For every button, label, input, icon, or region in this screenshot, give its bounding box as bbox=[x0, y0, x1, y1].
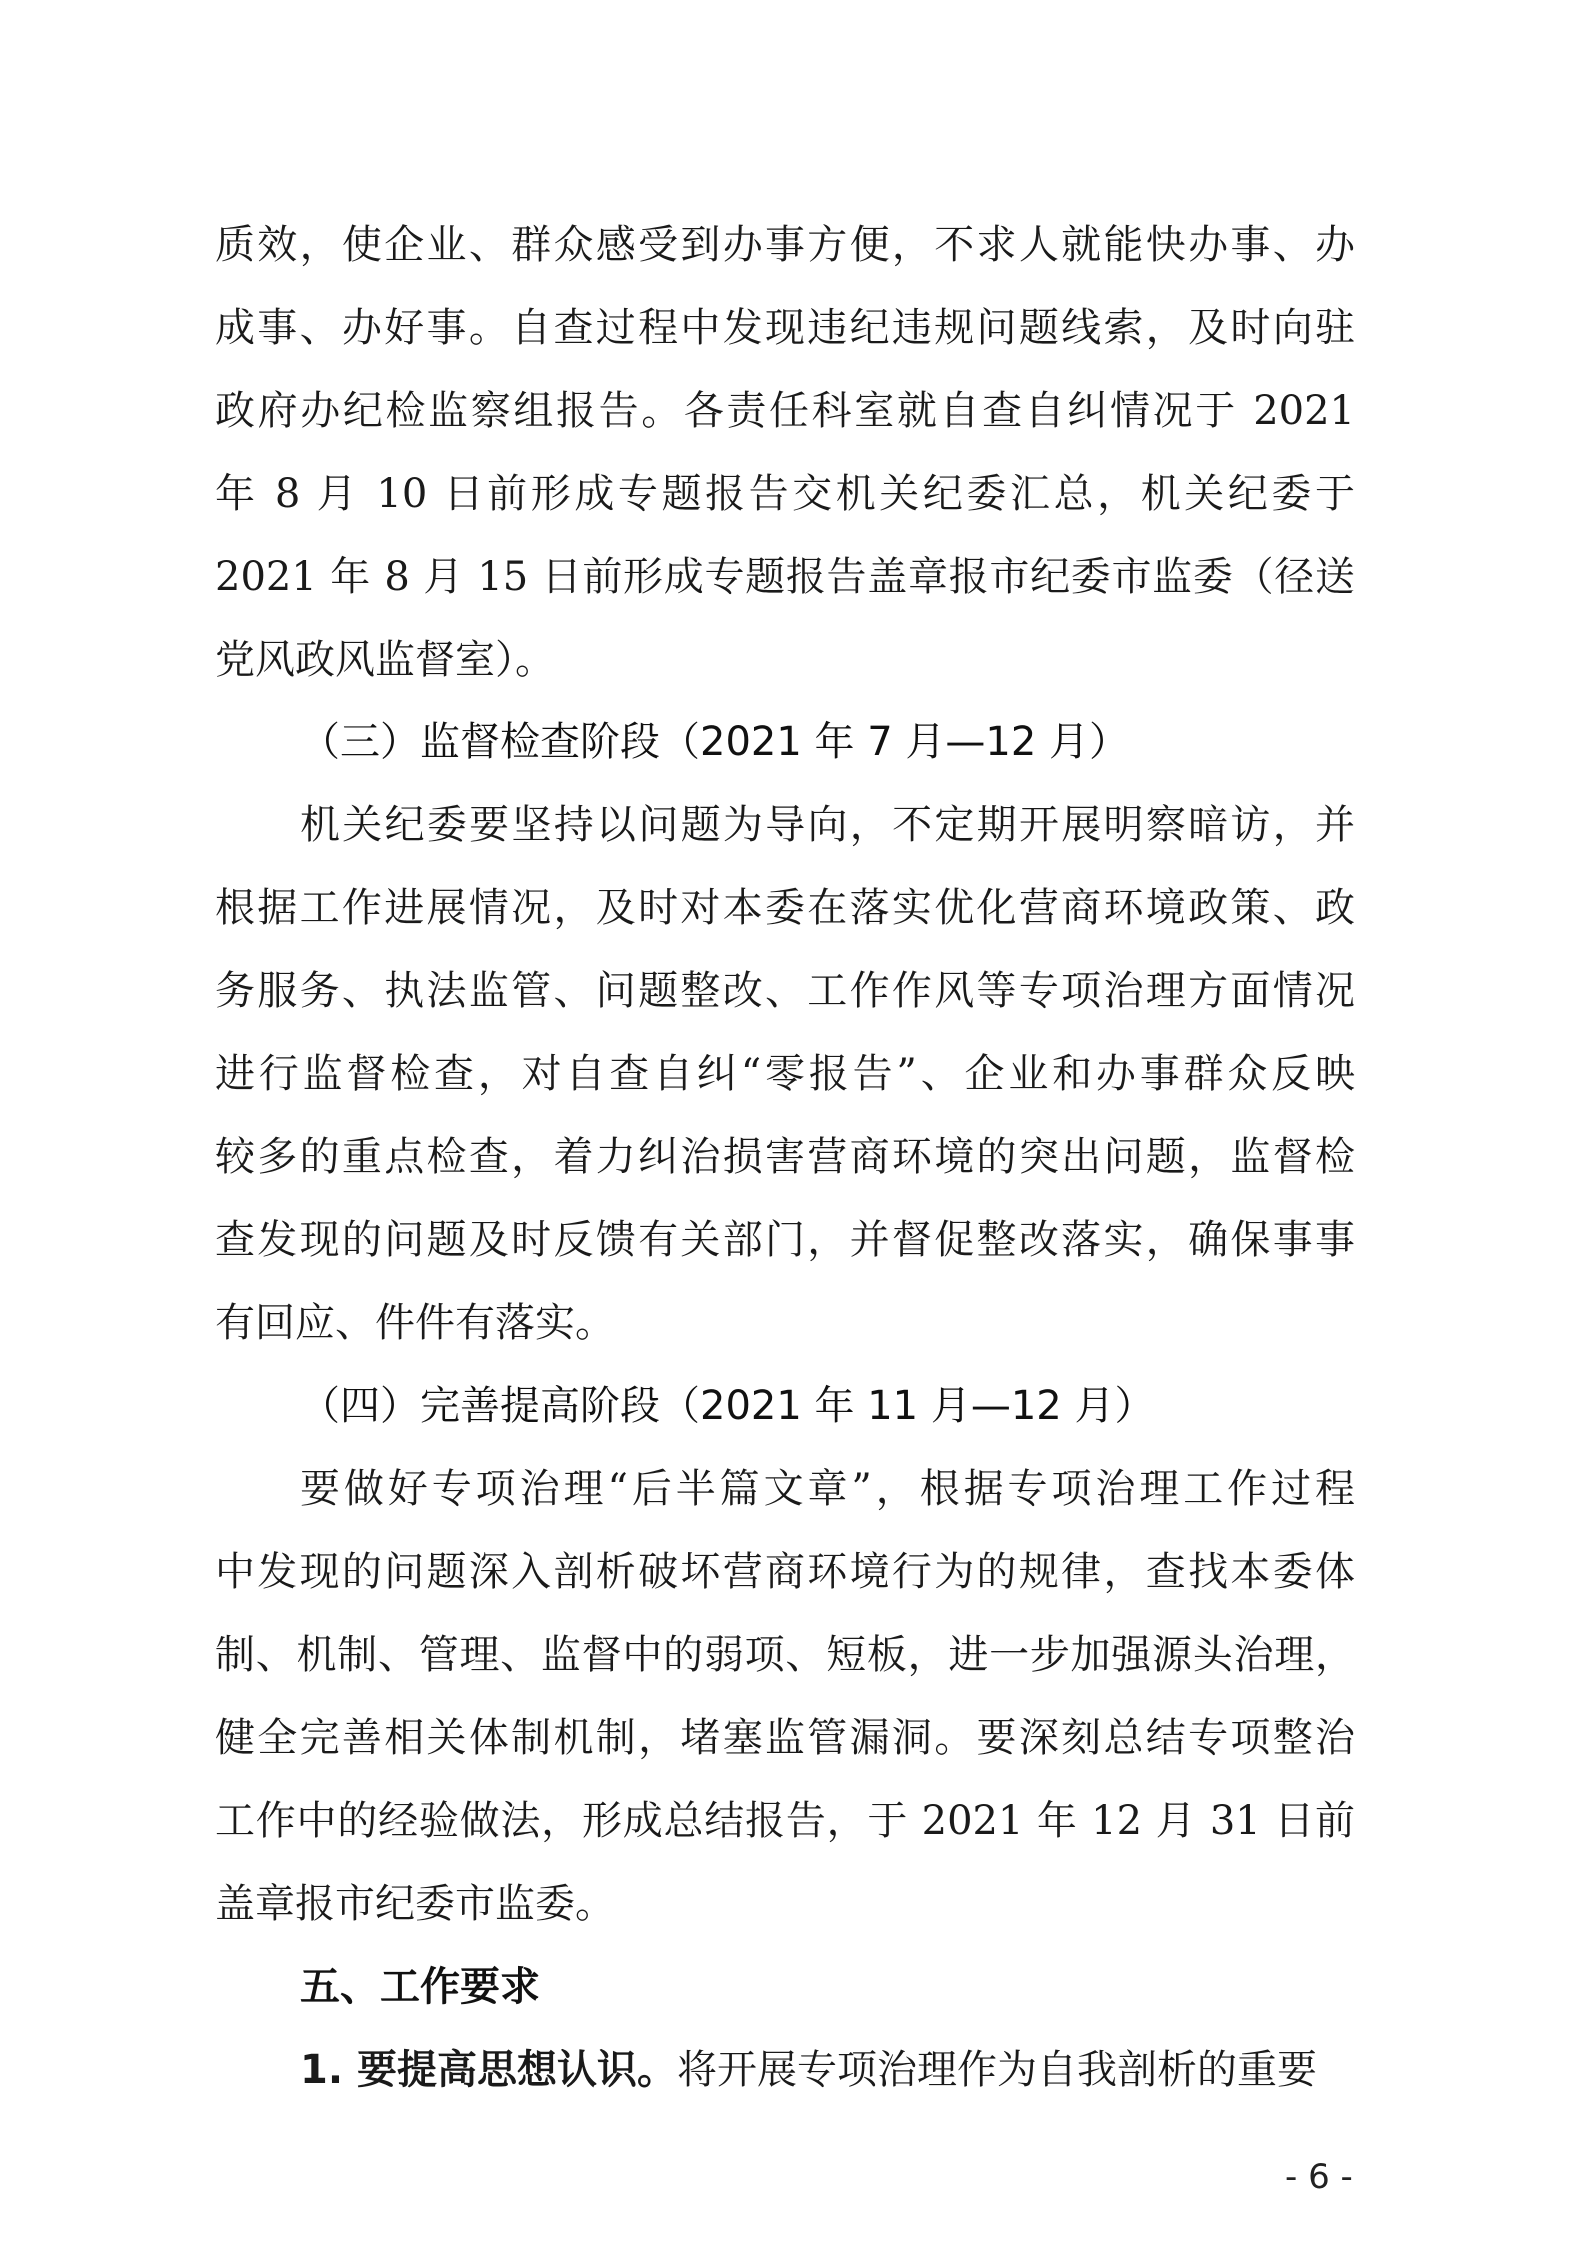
paragraph-line: 较多的重点检查，着力纠治损害营商环境的突出问题，监督检 bbox=[215, 1134, 1355, 1180]
paragraph-line: 质效，使企业、群众感受到办事方便，不求人就能快办事、办 bbox=[215, 222, 1355, 268]
paragraph-line: 政府办纪检监察组报告。各责任科室就自查自纠情况于 2021 bbox=[215, 388, 1355, 434]
paragraph-line: 务服务、执法监管、问题整改、工作作风等专项治理方面情况 bbox=[215, 968, 1355, 1014]
paragraph-line: 进行监督检查，对自查自纠“零报告”、企业和办事群众反映 bbox=[215, 1051, 1355, 1097]
requirement-item-text: 将开展专项治理作为自我剖析的重要 bbox=[676, 2047, 1317, 2093]
paragraph-line: 盖章报市纪委市监委。 bbox=[215, 1881, 615, 1927]
paragraph-line: 中发现的问题深入剖析破坏营商环境行为的规律，查找本委体 bbox=[215, 1549, 1355, 1595]
paragraph-line: 根据工作进展情况，及时对本委在落实优化营商环境政策、政 bbox=[215, 885, 1355, 931]
section-heading: （三）监督检查阶段（2021 年 7 月—12 月） bbox=[300, 719, 1130, 765]
paragraph-line: 要做好专项治理“后半篇文章”，根据专项治理工作过程 bbox=[300, 1466, 1355, 1512]
page-number: - 6 - bbox=[1285, 2157, 1353, 2197]
paragraph-line: 查发现的问题及时反馈有关部门，并督促整改落实，确保事事 bbox=[215, 1217, 1355, 1263]
paragraph-line: 健全完善相关体制机制，堵塞监管漏洞。要深刻总结专项整治 bbox=[215, 1715, 1355, 1761]
requirement-item-lead: 1. 要提高思想认识。 bbox=[300, 2047, 677, 2093]
paragraph-line: 机关纪委要坚持以问题为导向，不定期开展明察暗访，并 bbox=[300, 802, 1355, 848]
paragraph-line: 有回应、件件有落实。 bbox=[215, 1300, 615, 1346]
paragraph-line: 工作中的经验做法，形成总结报告，于 2021 年 12 月 31 日前 bbox=[215, 1798, 1355, 1844]
requirement-item bbox=[300, 2040, 1355, 2100]
paragraph-line: 制、机制、管理、监督中的弱项、短板，进一步加强源头治理， bbox=[215, 1632, 1355, 1678]
paragraph-line: 年 8 月 10 日前形成专题报告交机关纪委汇总，机关纪委于 bbox=[215, 471, 1355, 517]
paragraph-line: 成事、办好事。自查过程中发现违纪违规问题线索，及时向驻 bbox=[215, 305, 1355, 351]
paragraph-line: 党风政风监督室）。 bbox=[215, 637, 555, 683]
section-heading: （四）完善提高阶段（2021 年 11 月—12 月） bbox=[300, 1383, 1155, 1429]
paragraph-line: 2021 年 8 月 15 日前形成专题报告盖章报市纪委市监委（径送 bbox=[215, 554, 1355, 600]
section-title: 五、工作要求 bbox=[300, 1964, 540, 2010]
